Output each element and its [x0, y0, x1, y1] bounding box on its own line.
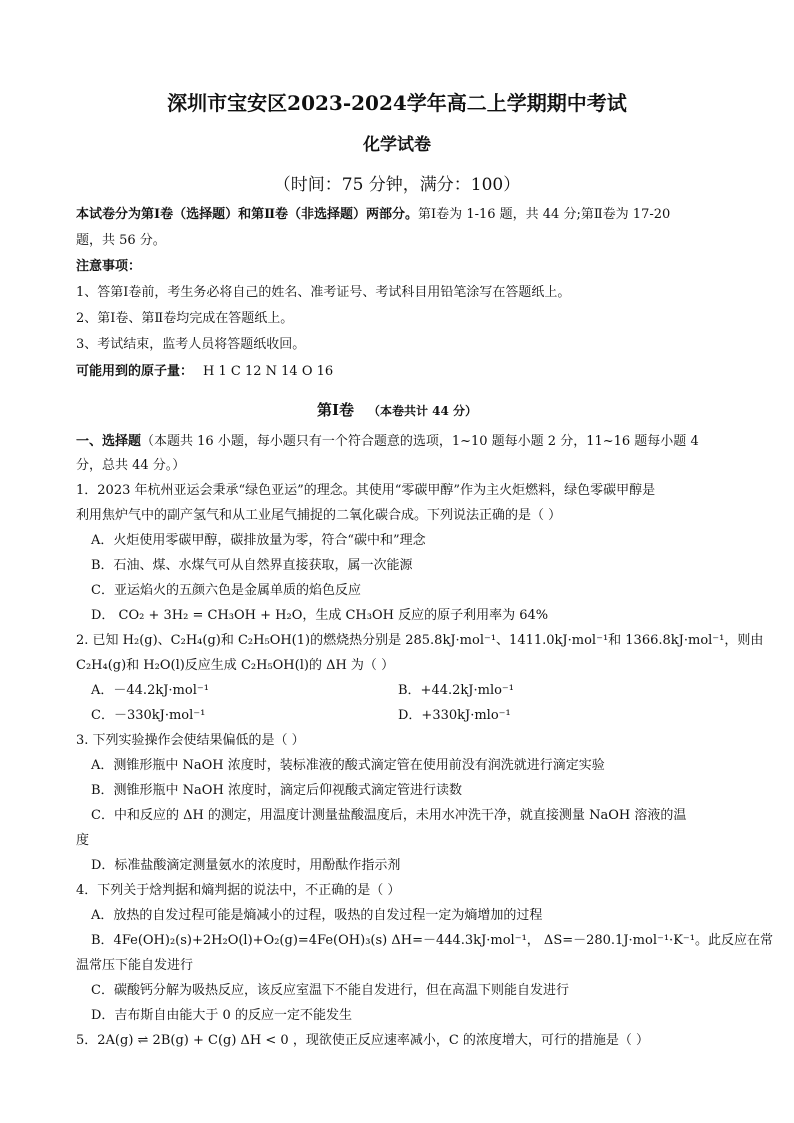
subject-title: 化学试卷 [363, 135, 431, 155]
part1-heading-line2: 分，总共 44 分。） [76, 458, 186, 473]
section-heading [0, 399, 794, 420]
note-3: 3、考试结束，监考人员将答题纸收回。 [76, 337, 306, 352]
q1-option-a: A．火炬使用零碳甲醇，碳排放量为零，符合“碳中和”理念 [91, 533, 426, 548]
q4-option-a: A．放热的自发过程可能是熵减小的过程，吸热的自发过程一定为熵增加的过程 [91, 908, 543, 923]
intro-bold: 本试卷分为第Ⅰ卷（选择题）和第Ⅱ卷（非选择题）两部分。 [76, 207, 419, 222]
intro-line-1 [76, 206, 726, 224]
q4-stem: 4．下列关于焓判据和熵判据的说法中，不正确的是（ ） [76, 883, 401, 898]
q1-stem-2: 利用焦炉气中的副产氢气和从工业尾气捕捉的二氧化碳合成。下列说法正确的是（ ） [76, 508, 562, 523]
section-title: 第Ⅰ卷 [316, 401, 354, 419]
q3-option-c: C．中和反应的 ΔH 的测定，用温度计测量盐酸温度后，未用水冲洗干净，就直接测量 NaOH 溶液的温 [91, 808, 687, 823]
q2-option-c: C．－330kJ·mol⁻¹ [91, 708, 206, 723]
atomic-values: H 1 C 12 N 14 O 16 [203, 364, 334, 379]
part1-heading-bold: 一、选择题 [76, 434, 142, 449]
q2-stem-2: C₂H₄(g)和 H₂O(l)反应生成 C₂H₅OH(l)的 ΔH 为（ ） [76, 658, 395, 673]
q3-option-a: A．测锥形瓶中 NaOH 浓度时，装标准液的酸式滴定管在使用前没有润洗就进行滴定实验 [91, 758, 605, 773]
q1-option-b: B．石油、煤、水煤气可从自然界直接获取，属一次能源 [91, 558, 413, 573]
q1-option-c: C．亚运焰火的五颜六色是金属单质的焰色反应 [91, 583, 361, 598]
q2-option-b: B．+44.2kJ·mlo⁻¹ [398, 683, 514, 698]
q2-stem-1: 2. 已知 H₂(g)、C₂H₄(g)和 C₂H₅OH(1)的燃烧热分别是 285.8kJ·mol⁻¹、1411.0kJ·mol⁻¹和 1366.8kJ·mol⁻¹，则由 [76, 633, 764, 648]
q5-stem: 5．2A(g) ⇌ 2B(g) + C(g) ΔH < 0 ，现欲使正反应速率减小，C 的浓度增大，可行的措施是（ ） [76, 1033, 650, 1048]
q1-stem-1: 1．2023 年杭州亚运会秉承“绿色亚运”的理念。其使用“零碳甲醇”作为主火炬燃料，绿色零碳甲醇是 [76, 483, 656, 498]
q1-option-d: D． CO₂ + 3H₂ = CH₃OH + H₂O，生成 CH₃OH 反应的原子利用率为 64% [91, 608, 549, 623]
section-score: （本卷共计 44 分） [367, 404, 478, 418]
atomic-weights [76, 363, 726, 381]
intro-rest: 第Ⅰ卷为 1-16 题，共 44 分;第Ⅱ卷为 17-20 [418, 207, 671, 222]
q4-option-d: D．吉布斯自由能大于 0 的反应一定不能发生 [91, 1008, 352, 1023]
q3-option-d: D．标准盐酸滴定测量氨水的浓度时，用酚酞作指示剂 [91, 858, 401, 873]
exam-title: 深圳市宝安区2023-2024学年高二上学期期中考试 [167, 91, 627, 115]
note-2: 2、第Ⅰ卷、第Ⅱ卷均完成在答题纸上。 [76, 311, 294, 326]
q4-option-b: B．4Fe(OH)₂(s)+2H₂O(l)+O₂(g)=4Fe(OH)₃(s) ΔH=－444.3kJ·mol⁻¹， ΔS=－280.1J·mol⁻¹·K⁻¹。此反应在常 [91, 933, 773, 948]
q2-option-d: D．+330kJ·mlo⁻¹ [398, 708, 511, 723]
intro-line-2: 题，共 56 分。 [76, 233, 166, 248]
part1-heading [76, 433, 726, 451]
note-1: 1、答第Ⅰ卷前，考生务必将自己的姓名、准考证号、考试科目用铅笔涂写在答题纸上。 [76, 285, 571, 300]
atomic-label: 可能用到的原子量： [76, 364, 194, 379]
q3-option-c-cont: 度 [76, 833, 90, 848]
q3-option-b: B．测锥形瓶中 NaOH 浓度时，滴定后仰视酸式滴定管进行读数 [91, 783, 462, 798]
q2-option-a: A．－44.2kJ·mol⁻¹ [91, 683, 209, 698]
q4-option-b-cont: 温常压下能自发进行 [76, 958, 194, 973]
part1-heading-rest: （本题共 16 小题，每小题只有一个符合题意的选项，1~10 题每小题 2 分，11~16 题每小题 4 [141, 434, 699, 449]
q4-option-c: C．碳酸钙分解为吸热反应，该反应室温下不能自发进行，但在高温下则能自发进行 [91, 983, 569, 998]
time-info: （时间：75 分钟，满分：100） [273, 175, 521, 195]
q3-stem: 3. 下列实验操作会使结果偏低的是（ ） [76, 733, 305, 748]
notice-title: 注意事项： [76, 259, 142, 274]
